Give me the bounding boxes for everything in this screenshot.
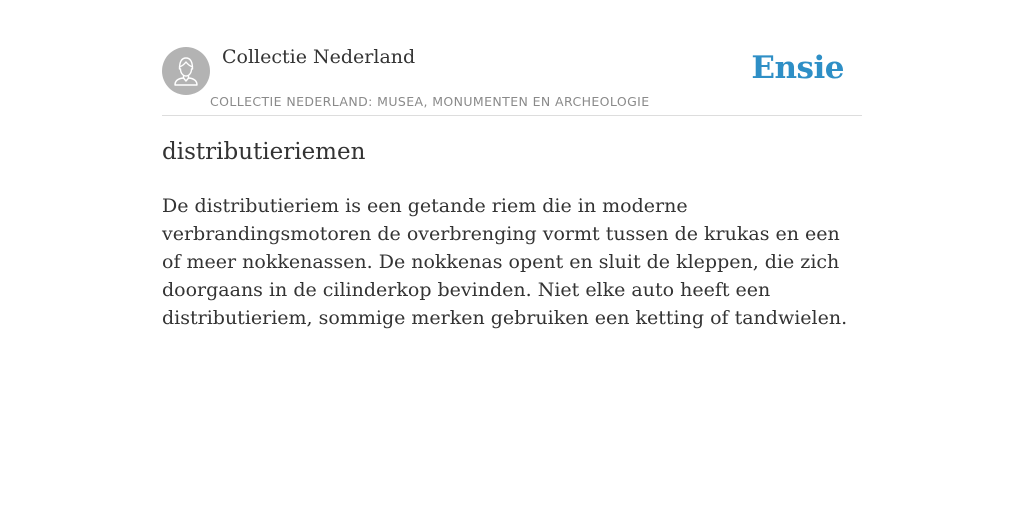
author-subtitle: COLLECTIE NEDERLAND: MUSEA, MONUMENTEN EN ARCHEOLOGIE [210,94,650,109]
author-name[interactable]: Collectie Nederland [222,46,416,68]
article-body: De distributieriem is een getande riem die in moderne verbrandingsmotoren de overbrenging vormt tussen de krukas en een of meer nokkenassen. De nokkenas opent en sluit de kleppen, die zich doorgaans in de cilinderkop bevinden. Niet elke auto heeft een distributieriem, sommige merken gebruiken een ketting of tandwielen. [162,195,848,329]
header [162,40,862,116]
article-title: distributieriemen [162,139,366,165]
avatar[interactable] [162,47,210,95]
brand-logo[interactable]: Ensie [751,50,844,86]
user-avatar-icon [162,47,210,95]
